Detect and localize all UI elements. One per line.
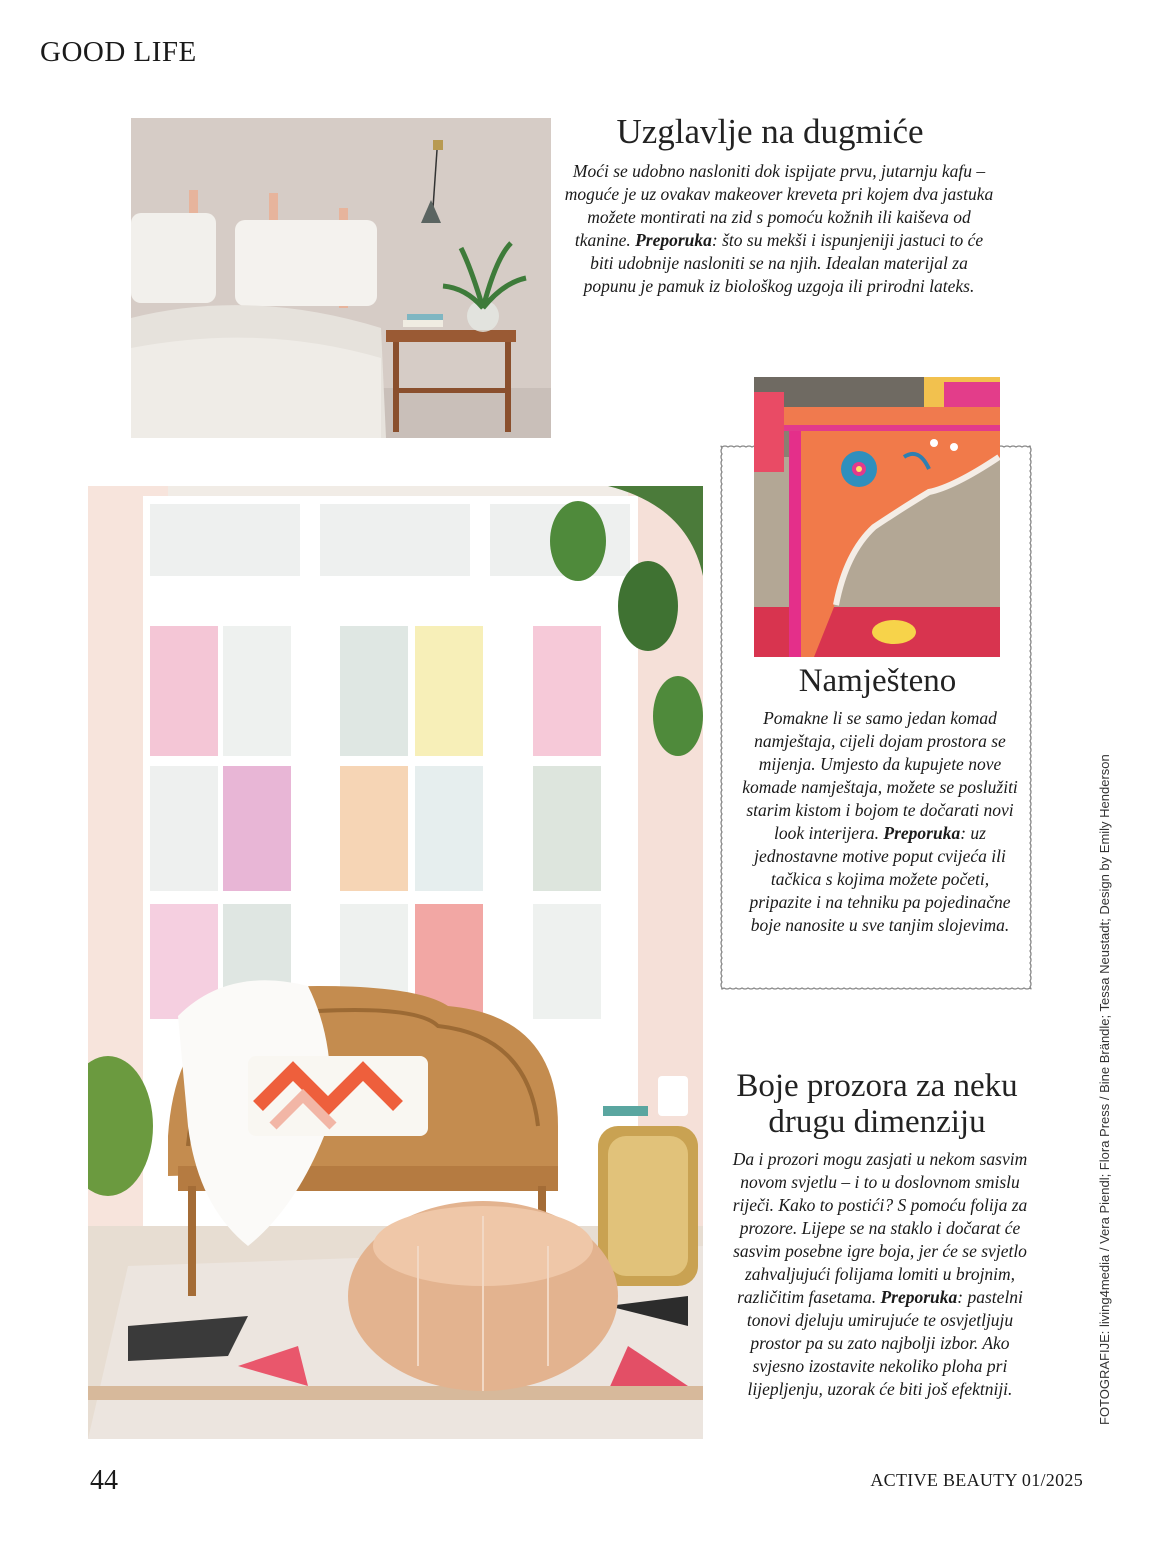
window-room-photo: [88, 486, 703, 1439]
page-number: 44: [90, 1465, 118, 1496]
magazine-issue: ACTIVE BEAUTY 01/2025: [870, 1470, 1083, 1490]
article-2-tip: : uz jednostavne motive poput cvijeća ili tačkica s kojima možete početi, pripazite i na tehniku pa pojedinačne boje nanosite u sve tanjim slojevima.: [749, 823, 1011, 935]
bedroom-photo: [131, 118, 551, 438]
article-1-text: Moći se udobno nasloniti dok ispijate prvu, jutarnju kafu – moguće je uz ovakav makeover kreveta pri kojem dva jastuka možete montirati na zid s pomoću kožnih ili kaiševa od tkanine.: [564, 161, 994, 250]
article-1-tip: : što su mekši i ispunjeniji jastuci to će biti udobnije nasloniti se na njih. Idealan materijal za popunu je pamuk iz biološkog uzgoja ili prirodni lateks.: [583, 230, 984, 296]
article-3-title: Boje prozora za neku drugu dimenziju: [736, 1068, 1018, 1140]
article-3-text: Da i prozori mogu zasjati u nekom sasvim novom svjetlu – i to u doslovnom smislu riječi. Kako to postići? S pomoću folija za prozore. Lijepe se na staklo i dočarat će sasvim posebne igre boja, jer će se svjetlo zahvaljujući folijama lomiti u brojnim, različitim fasetama.: [732, 1149, 1028, 1307]
article-2-title: Namješteno: [798, 663, 957, 699]
article-2-body: [740, 707, 1020, 937]
section-label: GOOD LIFE: [40, 36, 197, 68]
article-1-title: Uzglavlje na dugmiće: [616, 112, 924, 151]
article-3-body: [724, 1148, 1036, 1401]
painted-table-photo: [754, 377, 1000, 657]
article-1-tip-label: Preporuka: [635, 230, 712, 250]
article-2-text: Pomakne li se samo jedan komad namještaja, cijeli dojam prostora se mijenja. Umjesto da kupujete nove komade namještaja, možete se poslužiti starim kistom i bojom te dočarati novi look interijera.: [742, 708, 1018, 843]
article-1-body: [564, 160, 994, 298]
article-3-tip-label: Preporuka: [880, 1287, 958, 1307]
article-2-tip-label: Preporuka: [883, 823, 961, 843]
article-3-tip: : pastelni tonovi djeluju umirujuće te osvjetljuju prostor pa su zato najbolji izbor. Ako svjesno izostavite nekoliko ploha pri lijepljenju, uzorak će biti još efektniji.: [746, 1287, 1023, 1399]
photo-credit: FOTOGRAFIJE: living4media / Vera Piendl; Flora Press / Bine Brändle; Tessa Neustadt; Design by Emily Henderson: [1097, 754, 1112, 1425]
